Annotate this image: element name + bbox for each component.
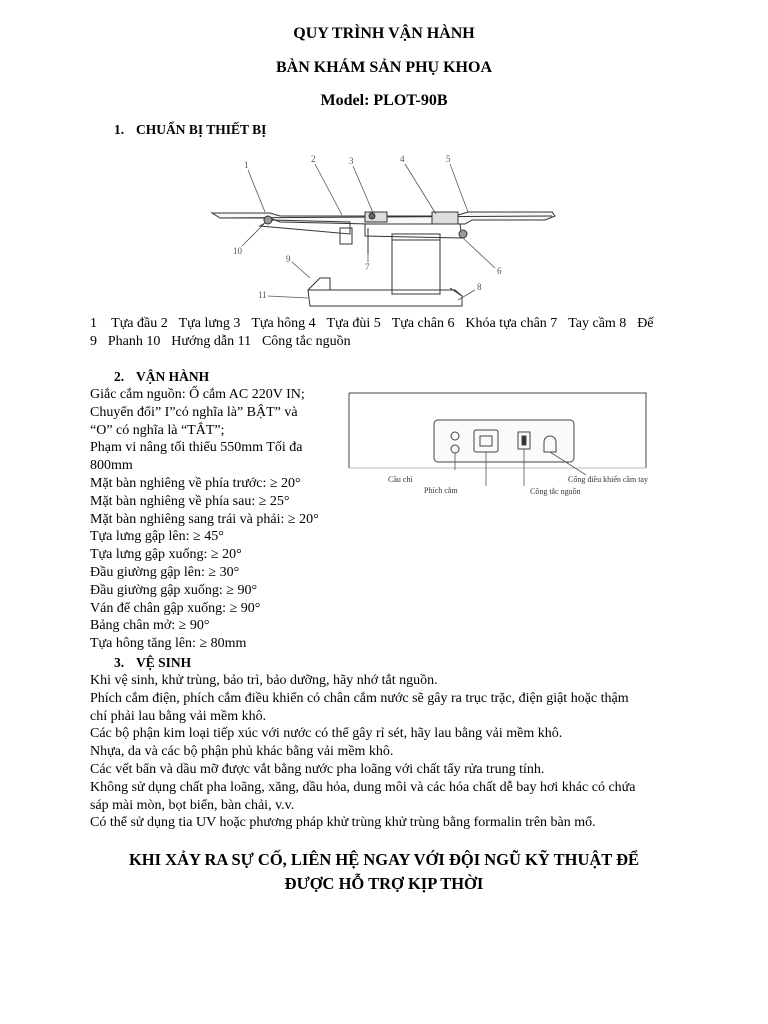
section-1-title: CHUẨN BỊ THIẾT BỊ [136, 122, 267, 137]
diagram-label-7: 7 [365, 262, 370, 272]
diagram-label-3: 3 [349, 156, 354, 166]
spec-line: Mặt bàn nghiêng về phía sau: ≥ 25° [90, 493, 290, 509]
model-title: Model: PLOT-90B [320, 92, 448, 109]
cleaning-line: Các bộ phận kim loại tiếp xúc với nước có thể gây rỉ sét, hãy lau bằng vải mềm khô. [90, 726, 563, 742]
spec-line: Đầu giường gập xuống: ≥ 90° [90, 582, 258, 598]
diagram-label-6: 6 [497, 266, 502, 276]
spec-line: Tựa lưng gập xuống: ≥ 20° [90, 547, 242, 563]
diagram-label-1: 1 [244, 160, 249, 170]
fuse-label: Cầu chì [388, 475, 413, 484]
diagram-label-4: 4 [400, 154, 405, 164]
incident-contact-note [0, 848, 768, 896]
diagram-legend [90, 315, 690, 351]
section-1-number: 1. [114, 122, 125, 137]
exam-table-diagram [200, 150, 570, 310]
section-3-number: 3. [114, 655, 125, 670]
cleaning-line: Các vết bẩn và dầu mỡ được vắt bằng nước pha loãng với chất tẩy rửa trung tính. [90, 761, 545, 777]
section-3-title: VỆ SINH [136, 655, 192, 670]
page-title: QUY TRÌNH VẬN HÀNH [293, 25, 475, 42]
spec-line: Phạm vi nâng tối thiểu 550mm Tối đa [90, 440, 303, 456]
section-1-heading [114, 121, 266, 139]
note-line-1: KHI XẢY RA SỰ CỐ, LIÊN HỆ NGAY VỚI ĐỘI NGŨ KỸ THUẬT ĐỂ [128, 850, 640, 869]
diagram-label-5: 5 [446, 154, 451, 164]
cleaning-line: chí phải lau bằng vải mềm khô. [90, 708, 267, 724]
note-line-2: ĐƯỢC HỖ TRỢ KỊP THỜI [284, 874, 484, 893]
diagram-label-2: 2 [311, 154, 316, 164]
section-3-heading [114, 654, 191, 672]
diagram-label-11: 11 [258, 290, 267, 300]
spec-line: Chuyển đổi” I”có nghĩa là” BẬT” và [90, 404, 298, 420]
spec-line: Tựa hông tăng lên: ≥ 80mm [90, 636, 247, 652]
spec-line: 800mm [90, 458, 133, 474]
cleaning-line: Nhựa, da và các bộ phận phủ khác bằng vải mềm khô. [90, 744, 394, 760]
cleaning-line: Có thể sử dụng tia UV hoặc phương pháp khử trùng khử trùng bằng formalin trên bàn mổ. [90, 815, 596, 831]
operation-specs [90, 386, 319, 653]
power-switch-label: Công tắc nguồn [530, 487, 581, 496]
section-2-title: VẬN HÀNH [136, 369, 210, 384]
section-2-heading [114, 368, 209, 386]
cleaning-line: sáp mài mòn, bọt biển, bàn chải, v.v. [90, 797, 295, 813]
legend-line-2: 9 Phanh 10 Hướng dẫn 11 Công tắc nguồn [90, 334, 351, 349]
page-subtitle: BÀN KHÁM SẢN PHỤ KHOA [276, 59, 492, 76]
cleaning-line: Không sử dụng chất pha loãng, xăng, dầu hỏa, dung môi và các hóa chất dễ bay hơi khác có chứa [90, 779, 636, 795]
section-2-number: 2. [114, 369, 125, 384]
cleaning-line: Phích cắm điện, phích cắm điều khiển có chân cắm nước sẽ gây ra trục trặc, điện giật hoặc thậm [90, 690, 629, 706]
cleaning-line: Khi vệ sinh, khử trùng, bảo trì, bảo dưỡng, hãy nhớ tắt nguồn. [90, 673, 438, 688]
control-panel-diagram [346, 390, 666, 500]
spec-line: Tựa lưng gập lên: ≥ 45° [90, 529, 224, 545]
diagram-label-9: 9 [286, 254, 291, 264]
remote-port-label: Cổng điều khiển cầm tay [568, 475, 648, 484]
spec-line: Ván để chân gập xuống: ≥ 90° [90, 600, 261, 616]
legend-line-1: 1  Tựa đầu 2 Tựa lưng 3 Tựa hông 4 Tựa đùi 5 Tựa chân 6 Khóa tựa chân 7 Tay cầm 8 Đế [90, 316, 654, 331]
spec-line: Mặt bàn nghiêng sang trái và phải: ≥ 20° [90, 511, 319, 527]
spec-line: Bảng chân mở: ≥ 90° [90, 618, 210, 634]
cleaning-instructions [90, 672, 635, 832]
spec-line: “O” có nghĩa là “TẮT”; [90, 422, 225, 438]
diagram-label-10: 10 [233, 246, 242, 256]
diagram-label-8: 8 [477, 282, 482, 292]
spec-line: Đầu giường gập lên: ≥ 30° [90, 564, 240, 580]
spec-line: Giắc cắm nguồn: Ổ cắm AC 220V IN; [90, 387, 305, 402]
spec-line: Mặt bàn nghiêng về phía trước: ≥ 20° [90, 475, 301, 491]
plug-label: Phích cắm [424, 486, 458, 495]
